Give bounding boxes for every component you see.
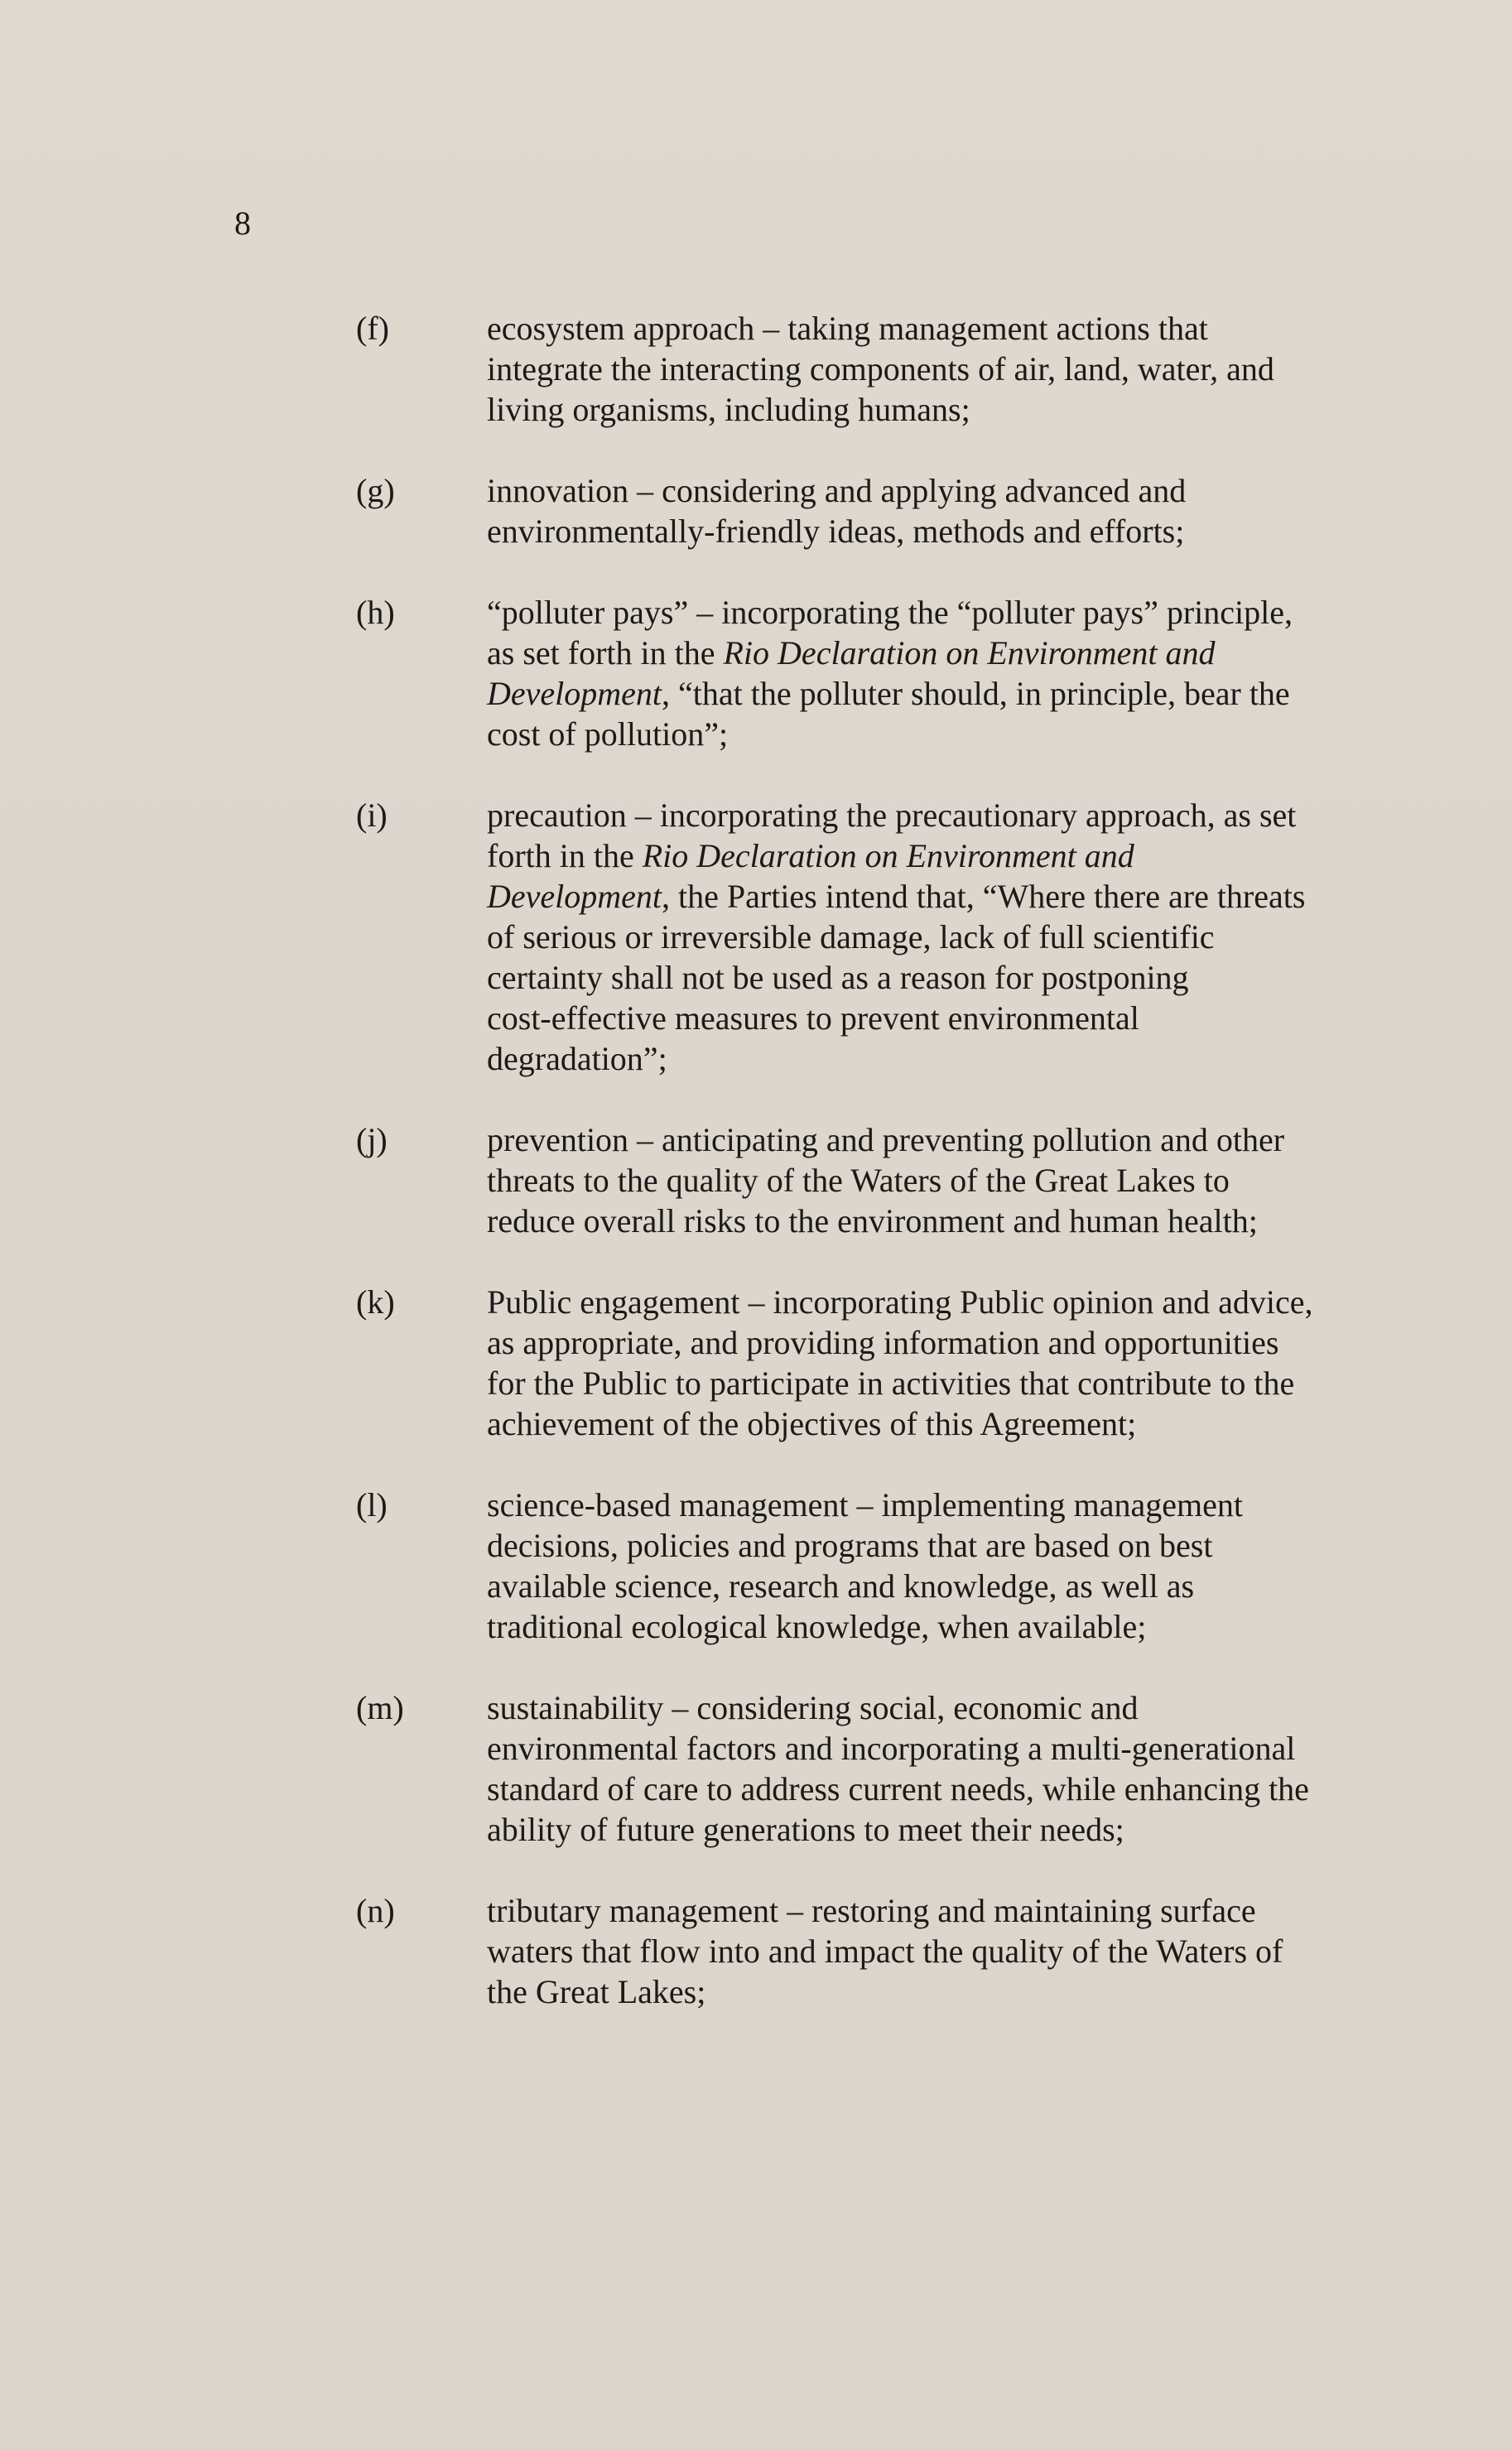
text-line: threats to the quality of the Waters of the Great Lakes to	[487, 1162, 1230, 1199]
text-line: for the Public to participate in activities that contribute to the	[487, 1365, 1295, 1402]
item-text	[487, 1282, 1375, 1444]
text-line: science-based management – implementing management	[487, 1486, 1243, 1523]
text-line: standard of care to address current needs, while enhancing the	[487, 1770, 1309, 1807]
text-line: Development, “that the polluter should, in principle, bear the	[487, 675, 1290, 712]
list-item-f	[356, 308, 1375, 430]
list-item-m	[356, 1687, 1375, 1850]
text-line: sustainability – considering social, economic and	[487, 1689, 1139, 1726]
text-line: the Great Lakes;	[487, 1973, 706, 2010]
list-item-i	[356, 795, 1375, 1079]
text-line: waters that flow into and impact the quality of the Waters of	[487, 1933, 1283, 1970]
document-title-italic: Rio Declaration on Environment and	[723, 634, 1216, 671]
item-label: (l)	[356, 1486, 388, 1523]
text-line: traditional ecological knowledge, when available;	[487, 1608, 1147, 1645]
text-line: integrate the interacting components of air, land, water, and	[487, 350, 1274, 387]
item-text	[487, 592, 1375, 754]
document-title-italic: Rio Declaration on Environment and	[642, 837, 1134, 874]
text-line: decisions, policies and programs that are based on best	[487, 1527, 1213, 1564]
item-text	[487, 308, 1375, 430]
item-label: (h)	[356, 594, 395, 631]
text-line: Public engagement – incorporating Public opinion and advice,	[487, 1283, 1313, 1321]
text-line: reduce overall risks to the environment and human health;	[487, 1202, 1258, 1239]
item-text	[487, 1890, 1375, 2012]
item-text	[487, 1687, 1375, 1850]
text-line: precaution – incorporating the precautionary approach, as set	[487, 797, 1297, 834]
item-text	[487, 1485, 1375, 1647]
text-line: innovation – considering and applying advanced and	[487, 472, 1187, 509]
text-line: degradation”;	[487, 1040, 667, 1077]
text-line: as appropriate, and providing information and opportunities	[487, 1324, 1279, 1361]
item-label: (f)	[356, 310, 389, 347]
item-text	[487, 1119, 1375, 1241]
text-line: available science, research and knowledge, as well as	[487, 1567, 1195, 1605]
list-item-g	[356, 470, 1375, 551]
document-title-italic: Development	[487, 675, 662, 712]
item-label: (i)	[356, 797, 388, 834]
text-line: living organisms, including humans;	[487, 391, 970, 428]
item-label: (m)	[356, 1689, 404, 1726]
item-label: (k)	[356, 1283, 395, 1321]
text-line: cost-effective measures to prevent environmental	[487, 999, 1139, 1037]
item-label: (n)	[356, 1892, 395, 1929]
text-line: environmental factors and incorporating a multi-generational	[487, 1730, 1296, 1767]
list-item-h	[356, 592, 1375, 754]
text-line: ability of future generations to meet their needs;	[487, 1811, 1124, 1848]
item-text	[487, 470, 1375, 551]
list-item-n	[356, 1890, 1375, 2012]
text-line: forth in the Rio Declaration on Environment and	[487, 837, 1134, 874]
list-item-k	[356, 1282, 1375, 1444]
text-line: achievement of the objectives of this Agreement;	[487, 1405, 1137, 1442]
text-line: certainty shall not be used as a reason for postponing	[487, 959, 1189, 996]
item-label: (g)	[356, 472, 395, 509]
text-line: cost of pollution”;	[487, 715, 729, 753]
document-title-italic: Development	[487, 878, 662, 915]
item-text	[487, 795, 1375, 1079]
text-line: tributary management – restoring and maintaining surface	[487, 1892, 1256, 1929]
text-line: Development, the Parties intend that, “Where there are threats	[487, 878, 1306, 915]
text-line: “polluter pays” – incorporating the “polluter pays” principle,	[487, 594, 1293, 631]
principles-list	[356, 308, 1375, 2012]
text-line: environmentally-friendly ideas, methods and efforts;	[487, 513, 1185, 550]
list-item-j	[356, 1119, 1375, 1241]
text-line: ecosystem approach – taking management actions that	[487, 310, 1208, 347]
item-label: (j)	[356, 1121, 388, 1158]
page-number: 8	[234, 205, 251, 242]
text-line: as set forth in the Rio Declaration on Environment and	[487, 634, 1216, 671]
text-line: of serious or irreversible damage, lack of full scientific	[487, 918, 1215, 955]
list-item-l	[356, 1485, 1375, 1647]
text-line: prevention – anticipating and preventing pollution and other	[487, 1121, 1285, 1158]
